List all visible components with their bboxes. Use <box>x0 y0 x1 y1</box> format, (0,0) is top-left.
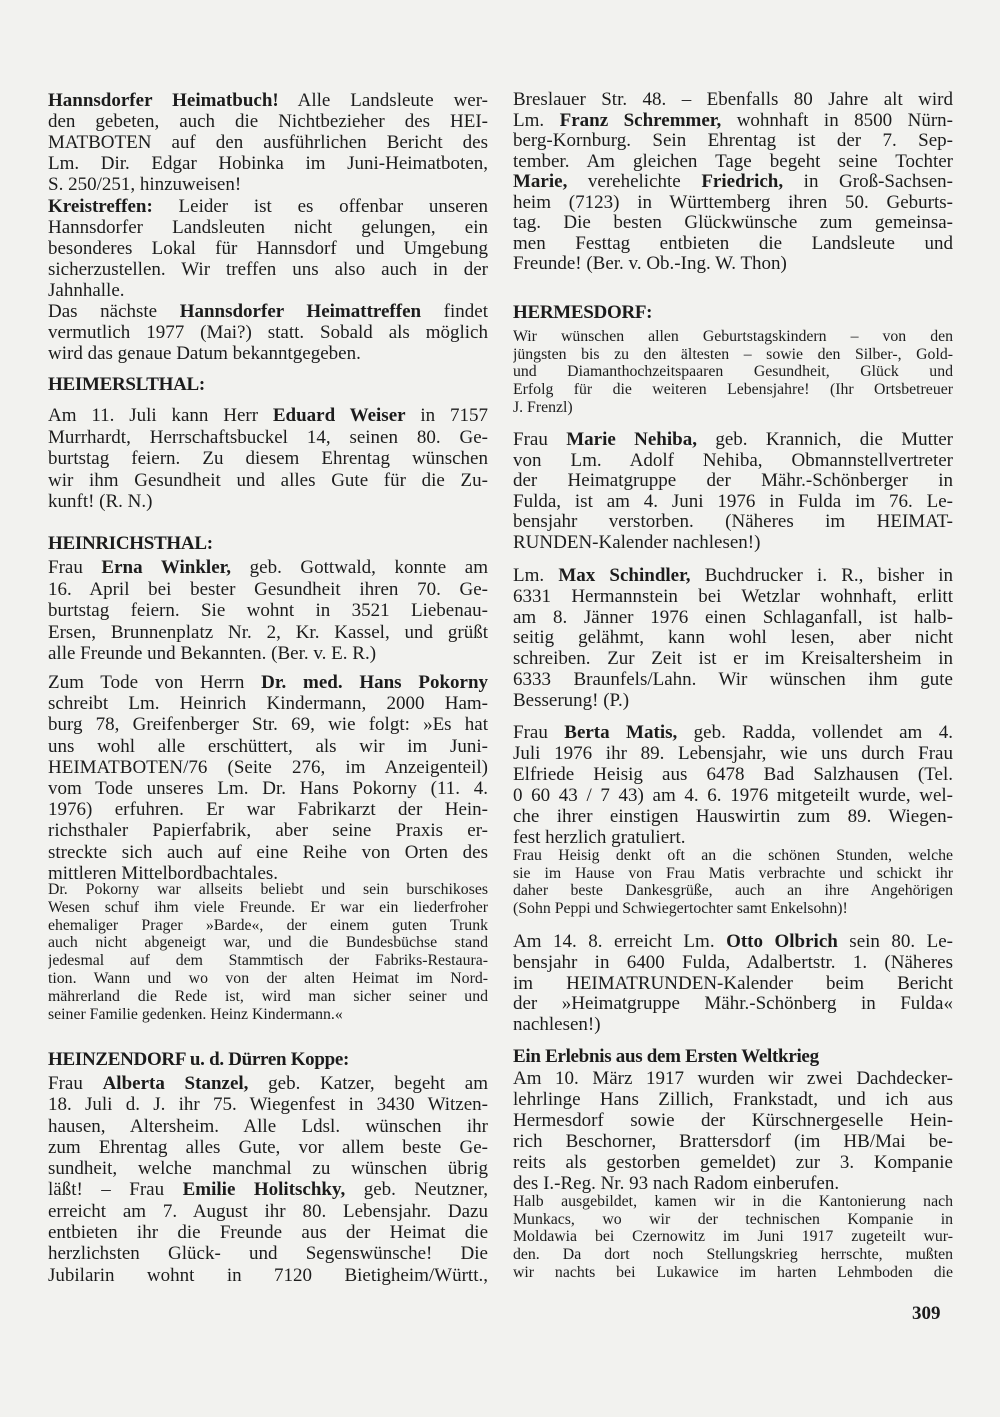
text-line: reits als gestorben gemeldet) zur 3. Kompanie <box>513 1152 953 1173</box>
paragraph-kantonierung <box>513 1193 953 1282</box>
paragraph-frau-heisig <box>513 847 953 917</box>
text-line: RUNDEN-Kalender nachlesen!) <box>513 532 761 553</box>
bold-name: Hannsdorfer Heimattreffen <box>179 301 422 322</box>
text-line: Breslauer Str. 48. – Ebenfalls 80 Jahre alt wird <box>513 90 953 110</box>
text-line: den. Da dort noch Stellungskrieg herrschte, mußten <box>513 1246 953 1264</box>
text-line: am 8. Jänner 1976 einen Schlaganfall, ist halb- <box>513 607 953 628</box>
bold-name: Friedrich, <box>701 172 784 192</box>
text-line: Freunde! (Ber. v. Ob.-Ing. W. Thon) <box>513 254 787 274</box>
text-run: sein 80. Le- <box>837 932 953 952</box>
bold-name: Marie Nehiba, <box>566 430 697 450</box>
text-line: Ersen, Brunnenplatz Nr. 2, Kr. Kassel, und grüßt <box>48 621 488 643</box>
bold-name: Kreistreffen: <box>48 195 153 217</box>
text-run: findet <box>421 301 488 322</box>
text-run: geb. Neutzner, <box>345 1179 488 1201</box>
text-line: Frau Heisig denkt oft an die schönen Stunden, welche <box>513 847 953 864</box>
text-line: S. 250/251, hinzuweisen! <box>48 174 242 196</box>
section-heading-erlebnis-weltkrieg: Ein Erlebnis aus dem Ersten Weltkrieg <box>513 1046 819 1067</box>
text-run: Leider ist es offenbar unseren <box>152 195 488 217</box>
text-run: Alle Landsleute wer- <box>278 90 488 111</box>
text-line: Jubilarin wohnt in 7120 Bietigheim/Württ., <box>48 1264 488 1286</box>
text-run: geb. Gottwald, konnte am <box>231 557 488 578</box>
text-line: 16. April bei bester Gesundheit ihren 70. Ge- <box>48 578 488 600</box>
text-line: (Sohn Peppi und Schwiegertochter samt Enkelsohn)! <box>513 899 848 917</box>
text-run: in 7157 <box>405 405 488 426</box>
bold-name: Franz Schremmer, <box>559 110 722 131</box>
text-line: nachlesen!) <box>513 1015 601 1036</box>
text-line: Dr. Pokorny war allseits beliebt und sein burschikoses <box>48 881 488 898</box>
text-line: sie im Hause von Frau Matis verbrachte und schickt ihr <box>513 864 953 882</box>
text-run: geb. Krannich, die Mutter <box>696 430 953 450</box>
text-run: Frau <box>513 430 567 450</box>
text-run: verehelichte <box>567 172 702 192</box>
text-line: bensjahr verstorben. (Näheres im HEIMAT- <box>513 512 953 533</box>
text-line: schreibt Lm. Heinrich Kindermann, 2000 Ham- <box>48 693 488 715</box>
bold-name: Erna Winkler, <box>101 557 232 578</box>
text-line <box>48 90 488 111</box>
text-line: schreiben. Zur Zeit ist er im Kreisaltersheim in <box>513 649 953 670</box>
text-line: Jahnhalle. <box>48 279 125 301</box>
text-line: 6333 Braunfels/Lahn. Wir wünschen ihm gute <box>513 669 953 690</box>
text-line: hausen, Altersheim. Alle Ldsl. wünschen ihr <box>48 1115 488 1137</box>
text-line: burtstag feiern. Zu diesem Ehrentag wünschen <box>48 448 488 469</box>
text-run: Frau <box>48 1073 103 1094</box>
text-line: Hermesdorf sowie der Kürschnergeselle Hein- <box>513 1110 953 1131</box>
text-line <box>513 430 953 451</box>
section-heading-hermesdorf: HERMESDORF: <box>513 302 653 323</box>
text-line: uns wohl alle erschüttert, als wir im Juni- <box>48 735 488 757</box>
text-line: und Diamanthochzeitspaaren Gesundheit, Glück und <box>513 363 953 381</box>
text-line: 18. Juli d. J. ihr 75. Wiegenfest in 3430 Witzen- <box>48 1094 488 1116</box>
text-run: Das nächste <box>48 301 180 322</box>
text-line: erreicht am 7. August ihr 80. Lebensjahr. Dazu <box>48 1200 488 1222</box>
text-line: berg-Kornburg. Sein Ehrentag ist der 7. Sep- <box>513 131 953 151</box>
text-line: richsthaler Papierfabrik, aber seine Praxis er- <box>48 820 488 842</box>
text-line: vom Tode unseres Lm. Dr. Hans Pokorny (11. 4. <box>48 778 488 800</box>
text-line: im HEIMATRUNDEN-Kalender beim Bericht <box>513 973 953 994</box>
bold-name: Eduard Weiser <box>272 405 406 426</box>
text-line: zum Ehrentag alles Gute, vor allem beste Ge- <box>48 1136 488 1158</box>
text-run: Buchdrucker i. R., bisher in <box>690 566 953 586</box>
text-line <box>48 557 488 579</box>
text-run: Zum Tode von Herrn <box>48 672 262 693</box>
bold-name: Marie, <box>513 172 568 192</box>
text-line: Am 10. März 1917 wurden wir zwei Dachdecker- <box>513 1068 953 1089</box>
text-line: des I.-Reg. Nr. 93 nach Radom einberufen. <box>513 1173 840 1194</box>
paragraph-berta-matis <box>513 722 953 848</box>
bold-name: Berta Matis, <box>564 722 678 743</box>
section-heading-heinzendorf: HEINZENDORF u. d. Dürren Koppe: <box>48 1049 350 1070</box>
bold-name: Otto Olbrich <box>726 932 838 952</box>
bold-name: Max Schindler, <box>558 566 691 586</box>
text-line: rich Beschorner, Brattersdorf (im HB/Mai be- <box>513 1131 953 1152</box>
text-line: alle Freunde und Bekannten. (Ber. v. E. R.) <box>48 643 377 665</box>
text-line: kunft! (R. N.) <box>48 491 153 512</box>
text-line: J. Frenzl) <box>513 398 573 416</box>
bold-name: Emilie Holitschky, <box>182 1179 346 1201</box>
paragraph-pokorny-tribute <box>48 881 488 1023</box>
paragraph-franz-schremmer <box>513 90 953 275</box>
text-line: tag. Die besten Glückwünsche zum gemeinsa- <box>513 213 953 233</box>
text-line: HEIMATBOTEN/76 (Seite 276, im Anzeigenteil) <box>48 756 488 778</box>
text-line: ehemaliger Prager »Barde«, der einem guten Trunk <box>48 916 488 934</box>
text-line: burtstag feiern. Sie wohnt in 3521 Liebenau- <box>48 600 488 622</box>
text-line: daher beste Dankesgrüße, auch an ihre Angehörigen <box>513 882 953 900</box>
paragraph-hans-pokorny <box>48 672 488 884</box>
text-run: Lm. <box>513 566 559 586</box>
text-line: tion. Wann und wo von der alten Heimat im Nord- <box>48 969 488 987</box>
text-line: seitig gelähmt, kann wohl lesen, aber nicht <box>513 628 953 649</box>
text-line: den gebeten, auch die Nichtbezieher des HEI- <box>48 111 488 133</box>
section-heading-heinrichsthal: HEINRICHSTHAL: <box>48 533 213 554</box>
text-line: lehrlinge Hans Zillich, Frankstadt, und ich aus <box>513 1089 953 1110</box>
text-line <box>513 932 953 953</box>
text-line <box>513 566 953 587</box>
text-run: Frau <box>513 722 565 743</box>
text-line <box>513 172 953 193</box>
text-line: seiner Familie gedenken. Heinz Kindermann.« <box>48 1005 343 1023</box>
text-line: Moldawia bei Czernowitz im Juni 1917 zugeteilt wur- <box>513 1228 953 1246</box>
text-line: der Heimatgruppe der Mähr.-Schönberger in <box>513 471 953 492</box>
text-line: che ihrer einstigen Hauswirtin zum 89. Wiegen- <box>513 806 953 827</box>
text-line: wir ihm Gesundheit und alles Gute für die Zu- <box>48 469 488 491</box>
bold-name: Dr. med. Hans Pokorny <box>261 672 488 693</box>
text-line: von Lm. Adolf Nehiba, Obmannstellvertreter <box>513 450 953 471</box>
bold-name: Alberta Stanzel, <box>102 1073 249 1094</box>
text-run: Frau <box>48 557 102 578</box>
text-line: Fulda, ist am 4. Juni 1976 in Fulda im 76. Le- <box>513 491 953 512</box>
text-line: Elfriede Heisig aus 6478 Bad Salzhausen (Tel. <box>513 764 953 785</box>
text-run: Am 14. 8. erreicht Lm. <box>513 932 727 952</box>
text-run: in Groß-Sachsen- <box>783 172 953 192</box>
text-line: herzlichsten Glück- und Segenswünsche! Die <box>48 1243 488 1265</box>
text-line: men Festtag entbieten die Landsleute und <box>513 233 953 254</box>
text-line: Juli 1976 ihr 89. Lebensjahr, wie uns durch Frau <box>513 743 953 764</box>
text-line: burg 78, Greifenberger Str. 69, wie folgt: »Es hat <box>48 714 488 736</box>
text-run: Am 11. Juli kann Herr <box>48 405 273 426</box>
text-line: auch nicht abgeneigt war, und die Bundesbüchse stand <box>48 934 488 952</box>
text-run: geb. Katzer, begeht am <box>248 1073 488 1094</box>
text-line: Murrhardt, Herrschaftsbuckel 14, seinen 80. Ge- <box>48 426 488 448</box>
text-line: 1976) erfuhren. Er war Fabrikarzt der Hein- <box>48 799 488 821</box>
text-line: wird das genaue Datum bekanntgegeben. <box>48 343 361 365</box>
paragraph-erna-winkler <box>48 557 488 665</box>
text-line: 6331 Hermannstein bei Wetzlar wohnhaft, erlitt <box>513 586 953 607</box>
text-line: fest herzlich gratuliert. <box>513 827 686 848</box>
paragraph-otto-olbrich <box>513 932 953 1036</box>
page-number: 309 <box>912 1303 941 1324</box>
text-run: wohnhaft in 8500 Nürn- <box>721 110 953 131</box>
paragraph-maerz-1917 <box>513 1068 953 1194</box>
paragraph-hannsdorfer-heimatbuch <box>48 90 488 195</box>
text-line: Besserung! (P.) <box>513 690 630 711</box>
text-line <box>513 722 953 743</box>
text-line: bensjahr in 6400 Fulda, Adalbertstr. 1. (Näheres <box>513 952 953 973</box>
paragraph-heimattreffen <box>48 301 488 364</box>
text-line: MATBOTEN auf den ausführlichen Bericht des <box>48 132 488 154</box>
section-heading-heimersl-thal: HEIMERSLTHAL: <box>48 374 205 395</box>
text-line <box>48 405 488 427</box>
text-line: 0 60 43 / 7 43) am 4. 6. 1976 mitgeteilt wurde, wel- <box>513 785 953 806</box>
paragraph-max-schindler <box>513 566 953 712</box>
text-run: Lm. <box>513 110 560 131</box>
text-line: heim (7123) in Württemberg ihren 50. Geburts- <box>513 192 953 213</box>
text-line <box>48 1073 488 1094</box>
text-line <box>513 111 953 132</box>
paragraph-eduard-weiser <box>48 405 488 513</box>
text-line: Erfolg für die weiteren Lebensjahre! (Ihr Ortsbetreuer <box>513 381 953 399</box>
text-line: Munkacs, wo wir der technischen Kompanie in <box>513 1210 953 1228</box>
text-line: mährerland die Rede ist, wird man sicher seiner und <box>48 987 488 1005</box>
paragraph-kreistreffen <box>48 196 488 301</box>
text-line: sundheit, welche manchmal zu wünschen übrig <box>48 1158 488 1180</box>
text-line: vermutlich 1977 (Mai?) statt. Sobald als möglich <box>48 322 488 344</box>
paragraph-marie-nehiba <box>513 430 953 554</box>
text-line <box>48 672 488 693</box>
text-line: Lm. Dir. Edgar Hobinka im Juni-Heimatboten, <box>48 153 488 175</box>
text-line: mittleren Mittelbordbachtales. <box>48 862 279 884</box>
text-line: wir nachts bei Lukawice im harten Lehmboden die <box>513 1263 953 1281</box>
text-line: Hannsdorfer Landsleuten nicht gelungen, ein <box>48 216 488 238</box>
text-line: entbieten ihr die Freunde aus der Heimat die <box>48 1222 488 1244</box>
text-line: jedesmal auf dem Stammtisch der Fabriks-Restaura- <box>48 952 488 970</box>
paragraph-birthday-wishes <box>513 328 953 417</box>
text-run: geb. Radda, vollendet am 4. <box>677 722 953 743</box>
text-line: jüngsten bis zu den ältesten – sowie den Silber-, Gold- <box>513 345 953 363</box>
text-line: streckte sich auch auf eine Reihe von Orten des <box>48 841 488 863</box>
paragraph-alberta-stanzel <box>48 1073 488 1286</box>
text-line: sicherzustellen. Wir treffen uns also auch in der <box>48 258 488 280</box>
text-line: Wesen schuf ihm viele Freunde. Er war ein liederfroher <box>48 898 488 916</box>
text-line: der »Heimatgruppe Mähr.-Schönberg in Fulda« <box>513 994 953 1015</box>
text-line <box>48 196 488 217</box>
text-line: besonderes Lokal für Hannsdorf und Umgebung <box>48 237 488 259</box>
text-line <box>48 1179 488 1200</box>
text-line: Wir wünschen allen Geburtstagskindern – von den <box>513 328 953 345</box>
bold-name: Hannsdorfer Heimatbuch! <box>48 90 279 111</box>
text-line <box>48 301 488 322</box>
text-run: läßt! – Frau <box>48 1179 183 1201</box>
text-line: tember. Am gleichen Tage begeht seine Tochter <box>513 151 953 172</box>
text-line: Halb ausgebildet, kamen wir in die Kantonierung nach <box>513 1193 953 1210</box>
